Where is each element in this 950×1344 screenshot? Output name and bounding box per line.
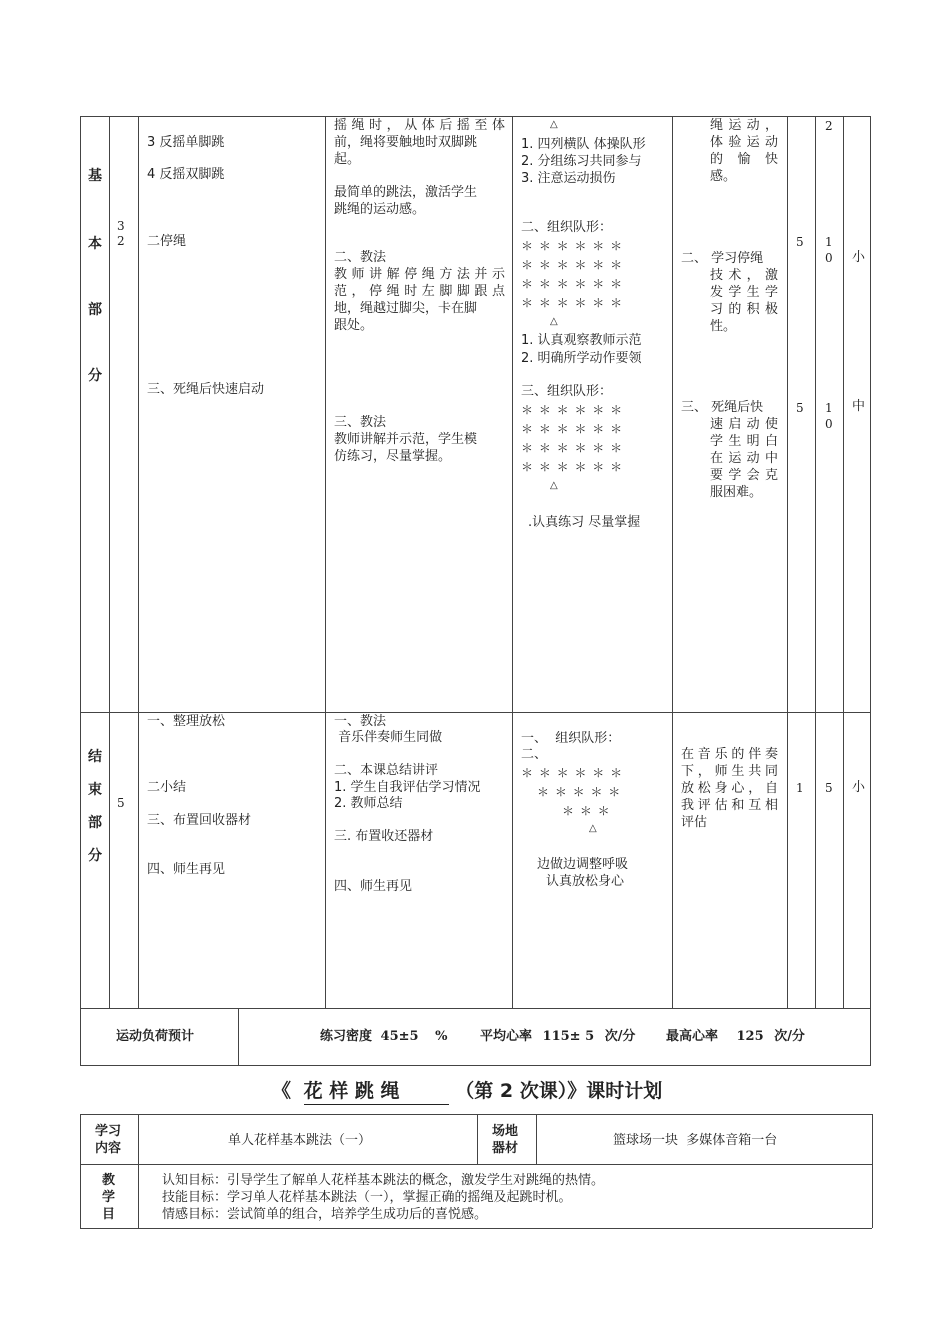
method-text: 2. 教师总结 <box>334 796 403 811</box>
goal-text: 评估 <box>681 815 708 830</box>
method-title: 三. 布置收还器材 <box>334 829 434 844</box>
goal-label: 教 <box>102 1173 116 1188</box>
column-divider <box>109 116 110 1008</box>
content-item: 二小结 <box>147 780 187 795</box>
column-divider <box>672 116 673 1008</box>
method-title: 三、教法 <box>334 415 387 430</box>
org-title: 二、组织队形： <box>521 220 613 235</box>
method-title: 二、本课总结讲评 <box>334 763 439 778</box>
density-unit: % <box>435 1029 448 1044</box>
venue-label: 器材 <box>492 1141 519 1156</box>
goal-text: 学生明白 <box>710 434 778 449</box>
content-item: 4 反摇双脚跳 <box>147 167 225 182</box>
plan-title <box>272 1078 662 1105</box>
method-text: 摇绳时，从体后摇至体 <box>334 118 505 133</box>
duration-value: 5 <box>825 781 833 795</box>
goal-text: 绳运动， <box>710 118 778 133</box>
table-border <box>80 1114 81 1228</box>
formation-row: ＊ ＊ ＊ ＊ ＊ ＊ <box>521 766 624 780</box>
method-text: 音乐伴奏师生同做 <box>334 730 443 745</box>
minutes-value: 2 <box>117 234 125 248</box>
times-value: 1 <box>796 781 804 795</box>
column-divider <box>512 116 513 1008</box>
title-rest: （第 2 次课）》课时计划 <box>455 1080 663 1102</box>
goal-text: 服困难。 <box>710 485 763 500</box>
content-label: 学习 <box>95 1124 122 1139</box>
goal-text: 三、 死绳后快 <box>681 400 764 415</box>
column-divider <box>843 116 844 1008</box>
method-text: 范，停绳时左脚脚跟点 <box>334 284 505 299</box>
column-divider <box>477 1114 478 1164</box>
method-text: 教师讲解并示范，学生模 <box>334 432 478 447</box>
section-label: 分 <box>88 848 102 864</box>
table-border <box>872 1114 873 1228</box>
org-text: 边做边调整呼吸 <box>537 857 629 872</box>
section-label: 束 <box>88 782 102 798</box>
goal-label: 目 <box>102 1207 116 1222</box>
triangle-teacher: △ <box>550 119 558 130</box>
table-border <box>80 1114 872 1115</box>
goal-text: 体验运动 <box>710 135 778 150</box>
venue-value: 篮球场一块 多媒体音箱一台 <box>613 1133 778 1148</box>
goal-text: 要学会克 <box>710 468 778 483</box>
method-text: 起。 <box>334 152 361 167</box>
minutes-value: 3 <box>117 219 125 233</box>
table-border <box>80 1065 870 1066</box>
duration-value: 1 <box>825 401 833 415</box>
org-text: 2. 分组练习共同参与 <box>521 154 642 169</box>
avg-heart-value: 115± 5 <box>542 1029 595 1044</box>
goal-line: 技能目标：学习单人花样基本跳法（一），掌握正确的摇绳及起跳时机。 <box>162 1190 572 1205</box>
load-label: 运动负荷预计 <box>116 1029 195 1044</box>
org-text: 3. 注意运动损伤 <box>521 171 616 186</box>
goal-line: 情感目标：尝试简单的组合，培养学生成功后的喜悦感。 <box>162 1207 488 1222</box>
table-border <box>80 1228 872 1229</box>
method-text: 仿练习，尽量掌握。 <box>334 449 452 464</box>
column-divider <box>536 1114 537 1164</box>
section-label: 结 <box>88 749 102 765</box>
section-label: 部 <box>88 815 102 831</box>
column-divider <box>138 116 139 1008</box>
column-divider <box>815 116 816 1008</box>
method-text: 跟处。 <box>334 318 374 333</box>
venue-label: 场地 <box>492 1124 519 1139</box>
formation-row: ＊ ＊ ＊ ＊ ＊ ＊ <box>521 403 624 417</box>
org-title: 一、 组织队形： <box>521 731 621 746</box>
formation-row: ＊ ＊ ＊ ＊ ＊ ＊ <box>521 422 624 436</box>
avg-heart-label: 平均心率 <box>480 1029 533 1044</box>
triangle-teacher: △ <box>589 823 597 834</box>
goal-text: 速启动使 <box>710 417 778 432</box>
goal-label: 学 <box>102 1190 116 1205</box>
content-value: 单人花样基本跳法（一） <box>228 1133 372 1148</box>
formation-row: ＊ ＊ ＊ ＊ ＊ ＊ <box>521 296 624 310</box>
goal-text: 我评估和互相 <box>681 798 778 813</box>
formation-row: ＊ ＊ ＊ <box>562 804 611 818</box>
formation-row: ＊ ＊ ＊ ＊ ＊ ＊ <box>521 258 624 272</box>
goal-text: 在运动中 <box>710 451 778 466</box>
duration-value: 0 <box>825 251 833 265</box>
method-text: 前，绳将要触地时双脚跳 <box>334 135 478 150</box>
goal-text: 放松身心，自 <box>681 781 778 796</box>
duration-value: 0 <box>825 417 833 431</box>
times-value: 5 <box>796 401 804 415</box>
formation-row: ＊ ＊ ＊ ＊ ＊ ＊ <box>521 441 624 455</box>
goal-line: 认知目标：引导学生了解单人花样基本跳法的概念，激发学生对跳绳的热情。 <box>162 1173 605 1188</box>
method-text: 跳绳的运动感。 <box>334 202 426 217</box>
section-label: 本 <box>88 236 102 252</box>
org-text: 1. 四列横队 体操队形 <box>521 137 646 152</box>
org-title: 三、组织队形： <box>521 384 613 399</box>
org-text: 2. 明确所学动作要领 <box>521 351 642 366</box>
table-border <box>870 116 871 1066</box>
triangle-teacher: △ <box>550 480 558 491</box>
goal-text: 性。 <box>710 319 737 334</box>
intensity-value: 小 <box>852 250 866 265</box>
content-item: 四、师生再见 <box>147 862 226 877</box>
org-text: 1. 认真观察教师示范 <box>521 333 642 348</box>
table-border <box>80 116 81 1066</box>
row-divider <box>80 1008 870 1009</box>
method-text: 教师讲解停绳方法并示 <box>334 267 505 282</box>
section-label: 分 <box>88 368 102 384</box>
section-label: 基 <box>88 168 102 184</box>
avg-heart-unit: 次/分 <box>604 1029 636 1044</box>
goal-text: 的 愉 快 <box>710 152 778 167</box>
column-divider <box>787 116 788 1008</box>
formation-row: ＊ ＊ ＊ ＊ ＊ ＊ <box>521 277 624 291</box>
column-divider <box>238 1008 239 1066</box>
intensity-value: 中 <box>852 399 866 414</box>
goal-text: 技术，激 <box>710 268 778 283</box>
duration-value: 1 <box>825 235 833 249</box>
content-item: 三、死绳后快速启动 <box>147 382 265 397</box>
density-value: 45±5 <box>380 1029 419 1044</box>
row-divider <box>80 1164 872 1165</box>
triangle-teacher: △ <box>550 316 558 327</box>
count-value: 2 <box>825 119 833 133</box>
formation-row: ＊ ＊ ＊ ＊ ＊ <box>537 785 622 799</box>
course-name: 花 样 跳 绳 <box>304 1078 449 1105</box>
intensity-value: 小 <box>852 780 866 795</box>
org-title: 二、 <box>521 747 548 762</box>
content-item: 二停绳 <box>147 234 187 249</box>
density-label: 练习密度 <box>320 1029 373 1044</box>
method-text: 1. 学生自我评估学习情况 <box>334 780 481 795</box>
max-heart-unit: 次/分 <box>774 1029 805 1044</box>
content-label: 内容 <box>95 1141 122 1156</box>
org-text: .认真练习 尽量掌握 <box>528 515 641 530</box>
goal-text: 在音乐的伴奏 <box>681 747 778 762</box>
section-label: 部 <box>88 302 102 318</box>
load-values <box>320 1028 805 1045</box>
goal-text: 感。 <box>710 169 737 184</box>
formation-row: ＊ ＊ ＊ ＊ ＊ ＊ <box>521 239 624 253</box>
goal-text: 发学生学 <box>710 285 778 300</box>
minutes-value: 5 <box>117 796 125 810</box>
max-heart-value: 125 <box>736 1029 764 1044</box>
column-divider <box>325 116 326 1008</box>
content-item: 3 反摇单脚跳 <box>147 135 225 150</box>
formation-row: ＊ ＊ ＊ ＊ ＊ ＊ <box>521 460 624 474</box>
title-open-bracket: 《 <box>272 1080 292 1102</box>
max-heart-label: 最高心率 <box>665 1029 718 1044</box>
times-value: 5 <box>796 235 804 249</box>
method-text: 最简单的跳法，激活学生 <box>334 185 478 200</box>
goal-text: 下，师生共同 <box>681 764 778 779</box>
method-title: 二、教法 <box>334 250 387 265</box>
method-title: 四、师生再见 <box>334 879 413 894</box>
method-title: 一、教法 <box>334 714 387 729</box>
goal-text: 二、 学习停绳 <box>681 251 764 266</box>
content-item: 一、整理放松 <box>147 714 226 729</box>
method-text: 地，绳越过脚尖，卡在脚 <box>334 301 478 316</box>
goal-text: 习的积极 <box>710 302 778 317</box>
column-divider <box>138 1114 139 1228</box>
content-item: 三、布置回收器材 <box>147 813 252 828</box>
org-text: 认真放松身心 <box>546 874 625 889</box>
